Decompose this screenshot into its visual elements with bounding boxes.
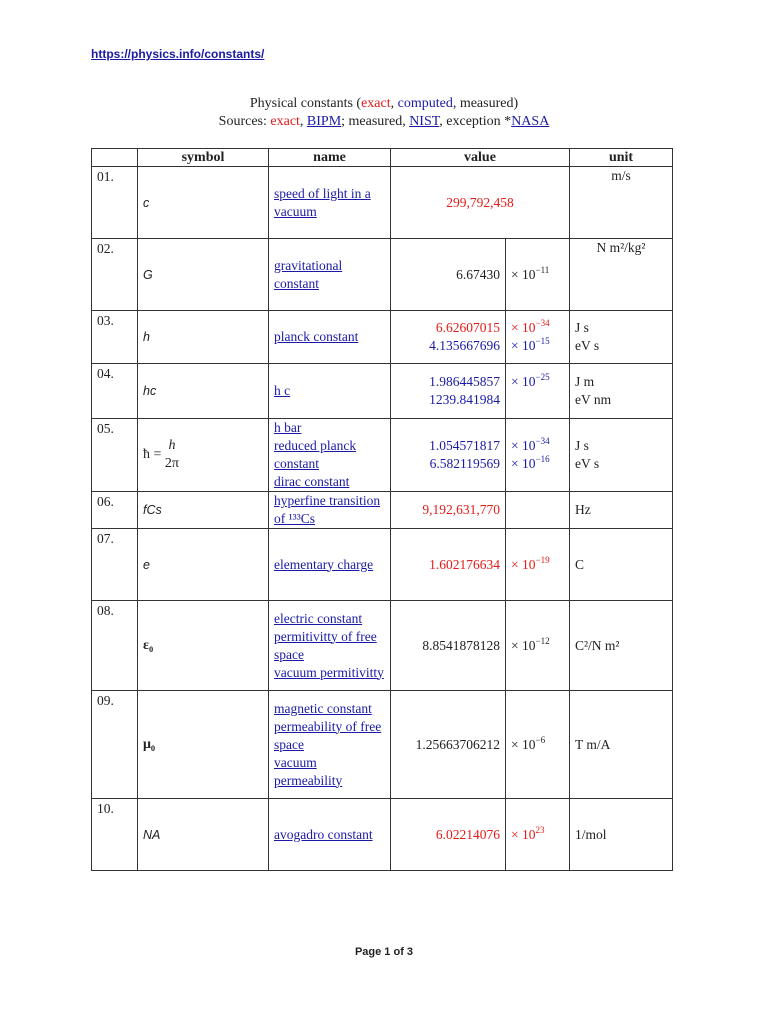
fraction-numerator: h	[168, 438, 176, 453]
row-number: 08.	[92, 601, 138, 691]
value-line: 4.135667696	[429, 338, 500, 353]
value-line: 6.62607015	[435, 320, 500, 335]
unit-line: eV nm	[575, 392, 612, 407]
title-sep: ,	[390, 96, 398, 111]
legend-exact: exact	[361, 96, 391, 111]
unit-cell: Hz	[570, 492, 673, 529]
power-line: × $10^{-25}$	[511, 372, 550, 389]
constant-link[interactable]: h c	[274, 383, 291, 398]
title-line	[0, 96, 768, 112]
row-number: 03.	[92, 311, 138, 364]
bipm-link[interactable]: BIPM	[306, 114, 342, 129]
header-value: value	[391, 149, 570, 167]
exponent: 23	[535, 824, 545, 835]
exponent: −6	[535, 734, 546, 745]
unit-cell: C²/N m²	[570, 601, 673, 691]
value-cell	[391, 419, 506, 492]
header-num	[92, 149, 138, 167]
unit-cell: C	[570, 529, 673, 601]
row-number: 04.	[92, 364, 138, 419]
name-cell	[269, 419, 391, 492]
unit-cell	[570, 419, 673, 492]
exponent: −11	[535, 264, 550, 275]
constant-link[interactable]: permitivitty of free space	[274, 628, 377, 662]
power-cell: × $10^{-19}$	[506, 529, 570, 601]
value-line: 6.582119569	[429, 456, 500, 471]
table-row	[92, 492, 673, 529]
header-name: name	[269, 149, 391, 167]
table-row	[92, 799, 673, 871]
nasa-link[interactable]: NASA	[511, 114, 550, 129]
unit-cell: T m/A	[570, 691, 673, 799]
power-cell	[506, 419, 570, 492]
unit-cell: m/s	[570, 167, 673, 239]
symbol-cell: hc	[138, 364, 269, 419]
sources-mid: ; measured,	[341, 114, 410, 129]
name-cell	[269, 691, 391, 799]
table-row	[92, 167, 673, 239]
unit-cell: N m²/kg²	[570, 239, 673, 311]
name-cell	[269, 167, 391, 239]
symbol-cell: G	[138, 239, 269, 311]
constant-link[interactable]: permeability of free space	[274, 718, 382, 752]
table-row	[92, 311, 673, 364]
power-cell: × $10^{-11}$	[506, 239, 570, 311]
table-row	[92, 364, 673, 419]
fraction-denominator: 2π	[164, 456, 179, 471]
page-footer: Page 1 of 3	[354, 946, 414, 958]
power-cell	[506, 492, 570, 529]
constant-link[interactable]: elementary charge	[274, 556, 374, 572]
nist-link[interactable]: NIST	[409, 114, 440, 129]
power-line: × $10^{-15}$	[511, 336, 550, 353]
unit-line: eV s	[575, 338, 600, 353]
row-number: 10.	[92, 799, 138, 871]
header-unit: unit	[570, 149, 673, 167]
row-number: 09.	[92, 691, 138, 799]
exponent: −34	[535, 436, 550, 446]
table-header-row	[92, 149, 673, 167]
constant-link[interactable]: avogadro constant	[274, 826, 373, 842]
name-cell	[269, 364, 391, 419]
power-line: × $10^{-34}$	[511, 318, 550, 335]
value-cell	[391, 364, 506, 419]
unit-cell	[570, 311, 673, 364]
sources-sep: ,	[299, 114, 307, 129]
row-number: 01.	[92, 167, 138, 239]
constant-link[interactable]: vacuum permeability	[274, 754, 343, 788]
table-row	[92, 601, 673, 691]
fraction	[165, 437, 179, 473]
value-line: 1.054571817	[429, 438, 500, 453]
symbol-cell: fCs	[138, 492, 269, 529]
table-row	[92, 691, 673, 799]
unit-line: J s	[575, 438, 589, 453]
symbol-cell: c	[138, 167, 269, 239]
constant-link[interactable]: reduced planck constant	[274, 438, 357, 471]
row-number: 02.	[92, 239, 138, 311]
power-cell: × $10^{23}$	[506, 799, 570, 871]
exponent: −34	[535, 318, 550, 328]
constant-link[interactable]: magnetic constant	[274, 700, 372, 716]
constant-link[interactable]: vacuum permitivitty	[274, 664, 384, 680]
power-cell: × $10^{-6}$	[506, 691, 570, 799]
name-cell	[269, 529, 391, 601]
row-number: 07.	[92, 529, 138, 601]
unit-cell	[570, 364, 673, 419]
exponent: −12	[535, 635, 550, 646]
power-line: × $10^{-34}$	[511, 436, 550, 453]
sources-exact: exact	[270, 114, 300, 129]
constant-link[interactable]: gravitational constant	[274, 257, 343, 291]
value-cell: 6.02214076	[391, 799, 506, 871]
unit-line: J m	[575, 374, 595, 389]
legend-computed: computed	[397, 96, 453, 111]
name-cell	[269, 601, 391, 691]
constant-link[interactable]: hyperfine transition of ¹³³Cs	[274, 493, 381, 526]
value-cell: 299,792,458	[391, 167, 570, 239]
unit-line: J s	[575, 320, 589, 335]
exponent: −19	[535, 554, 550, 565]
power-line: × $10^{-16}$	[511, 454, 550, 471]
table-row	[92, 529, 673, 601]
hbar-symbol: ħ =	[143, 447, 162, 463]
unit-cell: 1/mol	[570, 799, 673, 871]
name-cell	[269, 492, 391, 529]
row-number: 05.	[92, 419, 138, 492]
symbol-cell: μ₀	[138, 691, 269, 799]
row-number: 06.	[92, 492, 138, 529]
value-cell	[391, 311, 506, 364]
value-cell: 8.8541878128	[391, 601, 506, 691]
value-cell: 9,192,631,770	[391, 492, 506, 529]
constants-table	[91, 148, 673, 871]
name-cell	[269, 311, 391, 364]
exponent: −16	[535, 454, 550, 464]
symbol-cell: NA	[138, 799, 269, 871]
sources-prefix: Sources:	[218, 114, 271, 129]
table-row	[92, 419, 673, 492]
value-cell: 1.25663706212	[391, 691, 506, 799]
table-row	[92, 239, 673, 311]
header-symbol: symbol	[138, 149, 269, 167]
value-line: 1239.841984	[429, 392, 500, 407]
sources-line	[0, 114, 768, 130]
power-cell	[506, 311, 570, 364]
unit-line: eV s	[575, 456, 600, 471]
name-cell	[269, 239, 391, 311]
value-line: 1.986445857	[429, 374, 500, 389]
symbol-cell: ε₀	[138, 601, 269, 691]
sources-mid2: , exception *	[439, 114, 512, 129]
value-cell: 6.67430	[391, 239, 506, 311]
constant-link[interactable]: electric constant	[274, 610, 363, 626]
value-cell: 1.602176634	[391, 529, 506, 601]
source-url-link[interactable]: https://physics.info/constants/	[91, 47, 265, 61]
constant-link[interactable]: speed of light in a vacuum	[274, 185, 371, 219]
power-cell: × $10^{-12}$	[506, 601, 570, 691]
symbol-cell: e	[138, 529, 269, 601]
symbol-cell: h	[138, 311, 269, 364]
exponent: −15	[535, 336, 550, 346]
constant-link[interactable]: h bar	[274, 420, 302, 435]
constant-link[interactable]: dirac constant	[274, 474, 350, 489]
title-prefix: Physical constants (	[249, 96, 362, 111]
symbol-cell	[138, 419, 269, 492]
title-suffix: , measured)	[452, 96, 519, 111]
constant-link[interactable]: planck constant	[274, 329, 359, 344]
exponent: −25	[535, 372, 550, 382]
name-cell	[269, 799, 391, 871]
power-cell	[506, 364, 570, 419]
